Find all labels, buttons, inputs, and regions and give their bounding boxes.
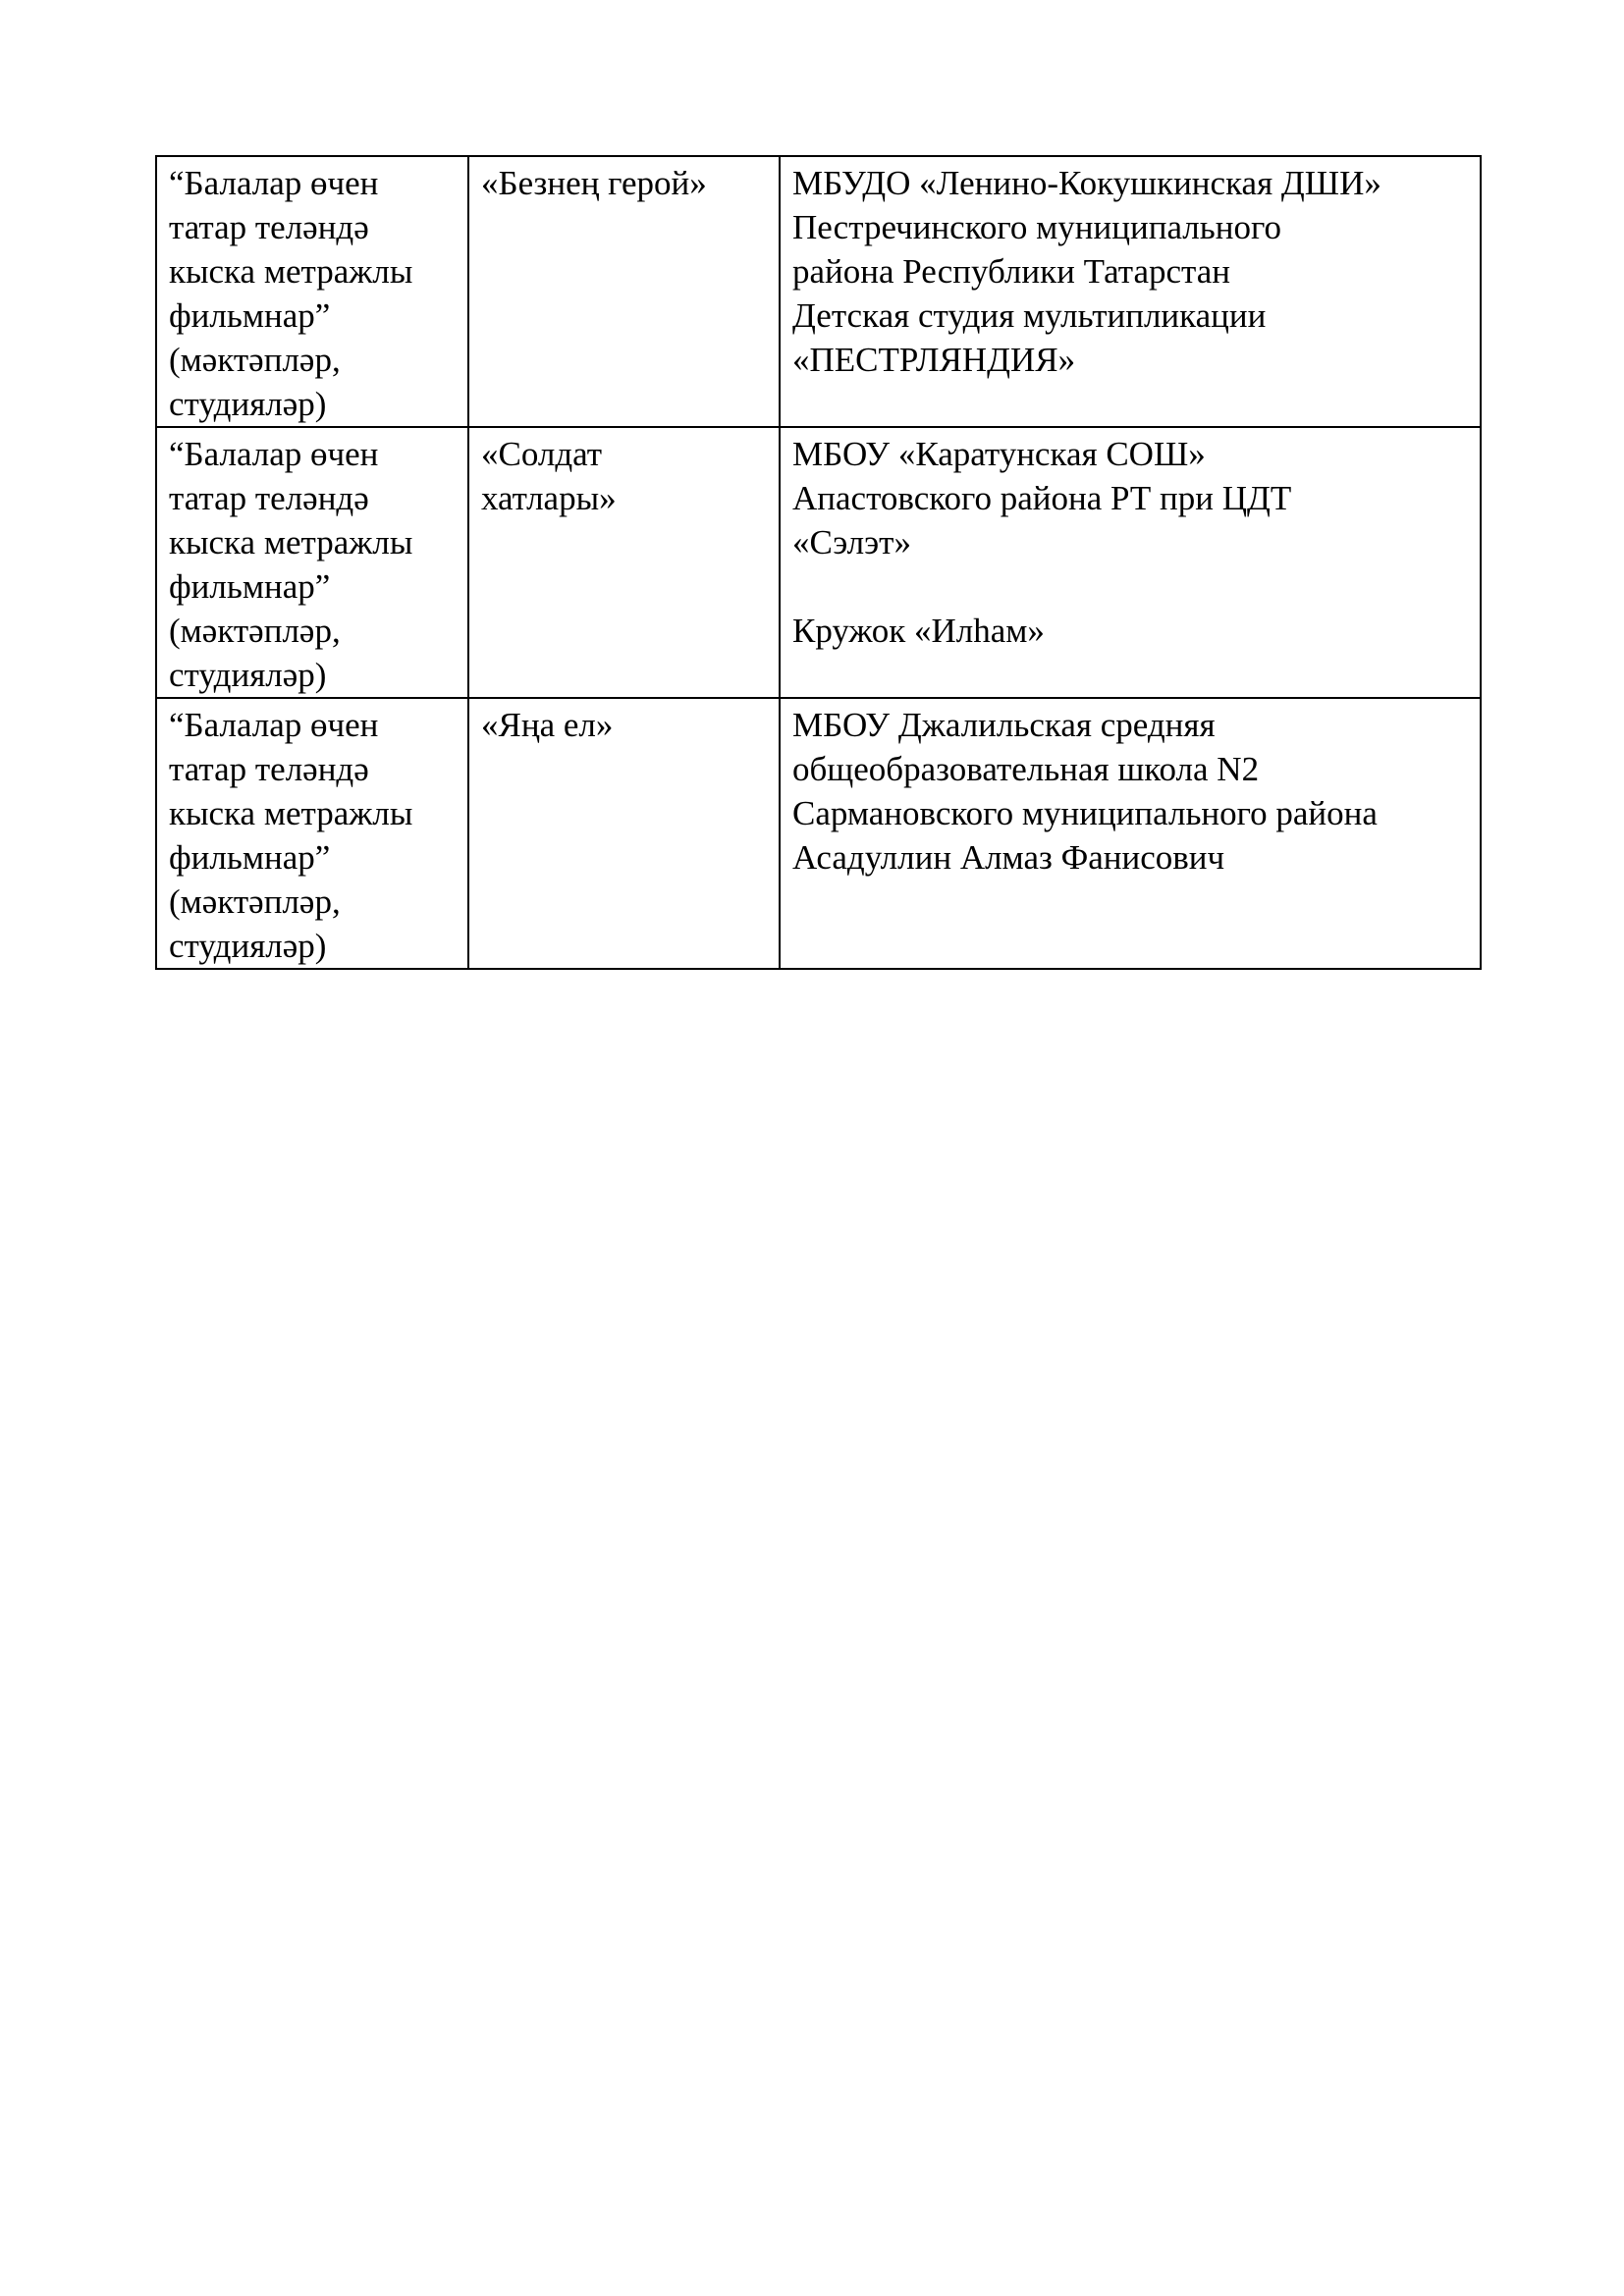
table-row [156, 156, 1481, 427]
category-cell: “Балалар өчен татар теләндә кыска метражлы фильмнар” (мәктәпләр, студияләр) [156, 427, 468, 698]
title-cell: «Солдат хатлары» [468, 427, 780, 698]
title-cell: «Безнең герой» [468, 156, 780, 427]
organization-cell: МБУДО «Ленино-Кокушкинская ДШИ» Пестречинского муниципального района Республики Татарстан Детская студия мультипликации «ПЕСТРЛЯНДИЯ» [780, 156, 1481, 427]
organization-cell: МБОУ Джалильская средняя общеобразовательная школа N2 Сармановского муниципального района Асадуллин Алмаз Фанисович [780, 698, 1481, 969]
table-row [156, 427, 1481, 698]
category-cell: “Балалар өчен татар теләндә кыска метражлы фильмнар” (мәктәпләр, студияләр) [156, 698, 468, 969]
organization-cell: МБОУ «Каратунская СОШ» Апастовского района РТ при ЦДТ «Сэлэт» Кружок «Илһам» [780, 427, 1481, 698]
title-cell: «Яңа ел» [468, 698, 780, 969]
table-row [156, 698, 1481, 969]
entries-table [155, 155, 1482, 970]
category-cell: “Балалар өчен татар теләндә кыска метражлы фильмнар” (мәктәпләр, студияләр) [156, 156, 468, 427]
